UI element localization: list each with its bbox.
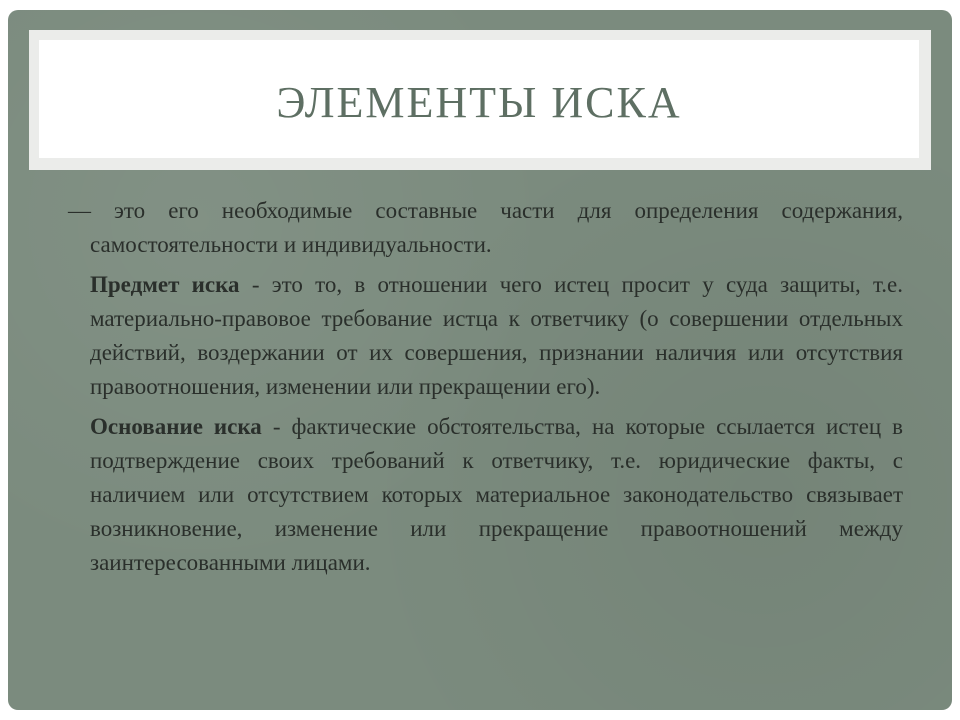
subject-definition: - это то, в отношении чего истец просит у суда защиты, т.е. материально-правовое требование истца к ответчику (о совершении отдельных действий, воздержании от их совершения, признании наличия или отсутствия правоотношения, изменении или прекращении его).: [90, 272, 903, 399]
slide-title: ЭЛЕМЕНТЫ ИСКА: [276, 77, 682, 127]
intro-paragraph: — это его необходимые составные части для определения содержания, самостоятельности и индивидуальности.: [68, 198, 903, 257]
subject-term: Предмет иска: [90, 272, 240, 297]
slide: [8, 10, 952, 710]
title-box: [39, 40, 919, 158]
grounds-term: Основание иска: [90, 414, 262, 439]
grounds-paragraph: [68, 410, 903, 580]
title-band: [29, 30, 931, 170]
content-body: [68, 194, 903, 586]
grounds-definition: - фактические обстоятельства, на которые ссылается истец в подтверждение своих требований к ответчику, т.е. юридические факты, с наличием или отсутствием которых материальное законодательство связывает возникновение, изменение или прекращение правоотношений между заинтересованными лицами.: [90, 414, 904, 575]
subject-paragraph: [68, 268, 903, 404]
